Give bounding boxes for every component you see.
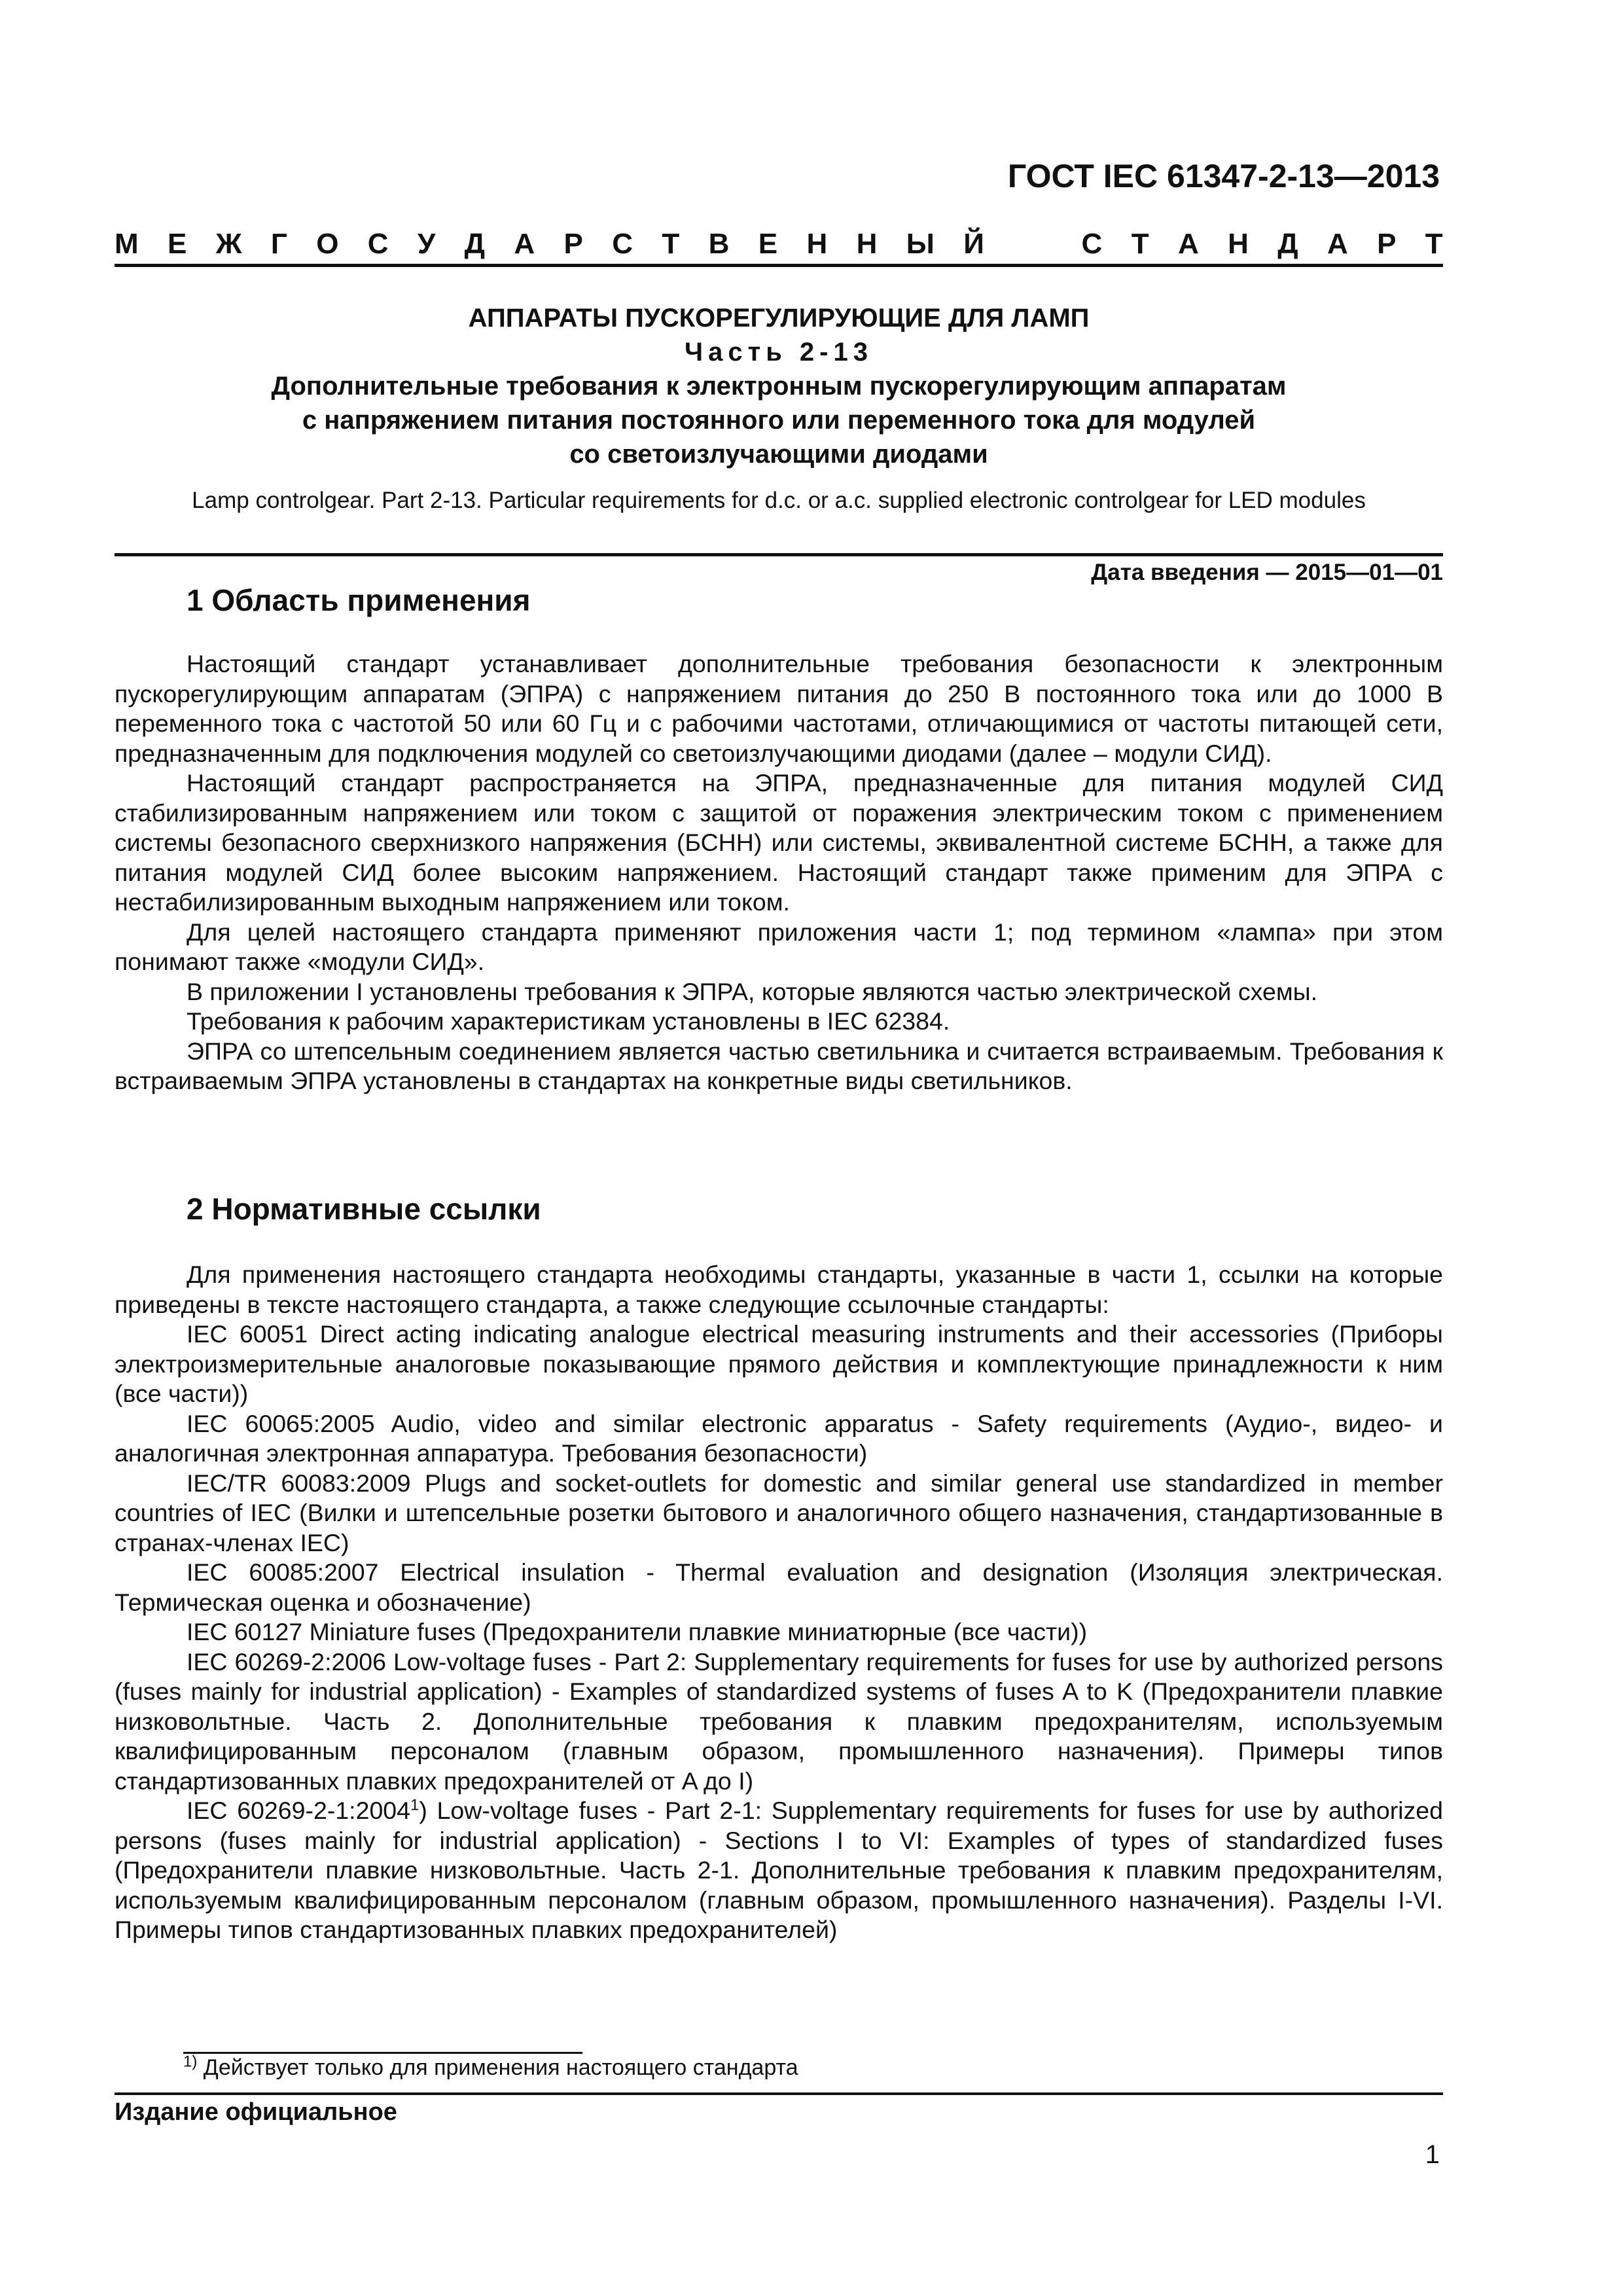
spaced-letter: А [1177,228,1199,260]
footnote-separator [183,2052,582,2054]
spaced-letter: Т [662,228,680,260]
reference-item: IEC 60065:2005 Audio, video and similar electronic apparatus - Safety requirements (Аудио-, видео- и аналогичная электронная аппаратура. Требования безопасности) [115,1409,1443,1467]
footnote [183,2055,798,2081]
footnote-marker: 1) [183,2053,198,2071]
title-rule [115,553,1443,556]
header-rule [115,264,1443,267]
title-part-number: Часть 2-13 [685,338,873,367]
paragraph: В приложении I установлены требования к ЭПРА, которые являются частью электрической схемы. [187,977,1318,1005]
section-1-body [115,649,1443,1096]
spaced-letter: М [115,228,139,260]
page-number: 1 [1425,2140,1440,2169]
spaced-letter: Е [758,228,778,260]
spaced-letter: А [514,228,535,260]
spaced-letter: Ж [215,228,242,260]
english-title: Lamp controlgear. Part 2-13. Particular requirements for d.c. or a.c. supplied electronic controlgear for LED modules [192,488,1366,513]
title-line-3: Дополнительные требования к электронным пускорегулирующим аппаратам [271,372,1287,401]
title-line-1: АППАРАТЫ ПУСКОРЕГУЛИРУЮЩИЕ ДЛЯ ЛАМП [468,304,1090,332]
spaced-letter: С [612,228,633,260]
edition-label: Издание официальное [115,2098,397,2126]
section-2-heading: 2 Нормативные ссылки [187,1192,541,1226]
spaced-letter: Н [1228,228,1249,260]
section-1-heading: 1 Область применения [187,583,531,617]
spaced-letter: Р [563,228,583,260]
introduction-date: Дата введения — 2015—01—01 [1091,560,1443,585]
standard-type-header [115,228,1443,260]
paragraph: Настоящий стандарт распространяется на ЭПРА, предназначенные для питания модулей СИД стабилизированным напряжением или током с защитой от поражения электрическим током с применением системы безопасного сверхнизкого напряжения (БСНН) или системы, эквивалентной системе БСНН, а также для питания модулей СИД более высоким напряжением. Настоящий стандарт также применим для ЭПРА с нестабилизированным выходным напряжением или током. [115,769,1443,916]
spaced-letter: Й [963,228,984,260]
spaced-letter: С [1081,228,1103,260]
footnote-text: Действует только для применения настоящего стандарта [197,2055,798,2080]
reference-item: IEC 60269-2:2006 Low-voltage fuses - Part 2: Supplementary requirements for fuses for use by authorized persons (fuses mainly for industrial application) - Examples of standardized systems of fuses A to K (Предохранители плавкие низковольтные. Часть 2. Дополнительные требования к плавким предохранителям, используемым квалифицированным персоналом (главным образом, промышленного назначения). Примеры типов стандартизованных плавких предохранителей от A до I) [115,1647,1443,1795]
spaced-letter: Е [168,228,187,260]
paragraph: Требования к рабочим характеристикам установлены в IEC 62384. [187,1007,950,1035]
spaced-letter: Т [1425,228,1443,260]
title-line-4: с напряжением питания постоянного или переменного тока для модулей [302,406,1256,435]
word-gap [1013,228,1052,260]
paragraph: Настоящий стандарт устанавливает дополнительные требования безопасности к электронным пускорегулирующим аппаратам (ЭПРА) с напряжением питания до 250 В постоянного тока или до 1000 В переменного тока с частотой 50 или 60 Гц и с рабочими частотами, отличающимися от частоты питающей сети, предназначенным для подключения модулей со светоизлучающими диодами (далее – модули СИД). [115,650,1443,767]
title-line-5: со светоизлучающими диодами [569,440,988,469]
reference-item: IEC 60051 Direct acting indicating analogue electrical measuring instruments and their accessories (Приборы электроизмерительные аналоговые показывающие прямого действия и комплектующие принадлежности к ним (все части)) [115,1320,1443,1407]
paragraph: ЭПРА со штепсельным соединением является частью светильника и считается встраиваемым. Требования к встраиваемым ЭПРА установлены в стандартах на конкретные виды светильников. [115,1037,1443,1094]
spaced-letter: Г [270,228,287,260]
reference-text: ) Low-voltage fuses - Part 2-1: Supplementary requirements for fuses for use by authorized persons (fuses mainly for industrial application) - Sections I to VI: Examples of types of standardized fuses (Предохранители плавкие низковольтные. Часть 2-1. Дополнительные требования к плавким предохранителям, используемым квалифицированным персоналом (главным образом, промышленного назначения). Разделы I-VI. Примеры типов стандартизованных плавких предохранителей) [115,1797,1443,1943]
spaced-letter: Н [806,228,828,260]
reference-item [115,1796,1443,1945]
reference-item: IEC/TR 60083:2009 Plugs and socket-outlets for domestic and similar general use standardized in member countries of IEC (Вилки и штепсельные розетки бытового и аналогичного общего назначения, стандартизованные в странах-членах IEC) [115,1469,1443,1556]
spaced-letter: А [1327,228,1348,260]
document-title [115,301,1443,471]
spaced-letter: О [316,228,339,260]
footer-rule [115,2092,1443,2095]
spaced-letter: С [367,228,389,260]
spaced-letter: Р [1377,228,1397,260]
paragraph: Для целей настоящего стандарта применяют приложения части 1; под термином «лампа» при этом понимают также «модули СИД». [115,918,1443,975]
footnote-ref: 1 [410,1796,419,1814]
spaced-letter: У [417,228,436,260]
spaced-letter: Д [1277,228,1298,260]
spaced-letter: Ы [906,228,935,260]
spaced-letter: В [708,228,730,260]
spaced-letter: Д [464,228,486,260]
document-id: ГОСТ IEC 61347-2-13—2013 [1007,158,1440,194]
spaced-letter: Н [856,228,878,260]
reference-item: IEC 60085:2007 Electrical insulation - Thermal evaluation and designation (Изоляция электрическая. Термическая оценка и обозначение) [115,1558,1443,1616]
reference-code: IEC 60269-2-1:2004 [187,1797,411,1824]
section-2-body [115,1260,1443,1945]
reference-item: IEC 60127 Miniature fuses (Предохранители плавкие миниатюрные (все части)) [187,1618,1088,1645]
spaced-letter: Т [1131,228,1149,260]
paragraph: Для применения настоящего стандарта необходимы стандарты, указанные в части 1, ссылки на которые приведены в тексте настоящего стандарта, а также следующие ссылочные стандарты: [115,1261,1443,1318]
